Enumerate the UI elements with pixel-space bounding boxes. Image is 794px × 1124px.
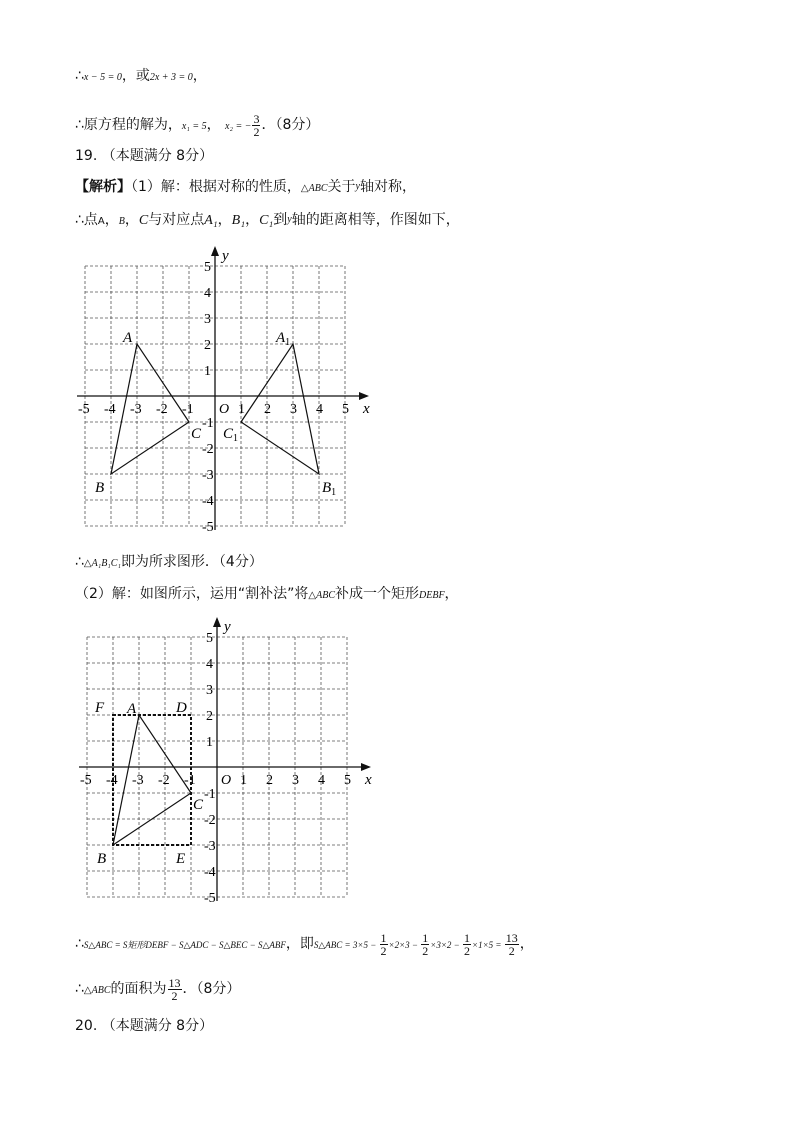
x-axis-arrow (359, 392, 369, 400)
solution-line-1 (75, 66, 207, 88)
calc-part-d: ×1×5 = (472, 940, 504, 950)
subscript-1: 1 (233, 433, 239, 444)
question-20-heading: 20. （本题满分 8分） (75, 1018, 214, 1034)
x-tick-label: 3 (290, 402, 297, 417)
point-label-c: C (193, 797, 204, 813)
x-tick-label: -1 (184, 773, 196, 788)
question-19-heading: 19. （本题满分 8分） (75, 148, 214, 164)
score: ．（8分） (261, 117, 320, 133)
axis-symmetric-text: 轴对称， (359, 179, 416, 195)
y-tick-label: 1 (206, 735, 213, 750)
solution-line-2 (75, 108, 319, 144)
numerator: 3 (253, 111, 260, 126)
comma: ， (245, 212, 260, 228)
fraction-13-2 (505, 932, 519, 957)
result-text: 即为所求图形．（4分） (120, 554, 263, 570)
rectangle-debf: DEBF (419, 590, 445, 601)
therefore: ∴ (75, 936, 84, 952)
solution-label: ∴原方程的解为， (75, 117, 182, 133)
numerator: 13 (505, 930, 518, 945)
subscript-1: 1 (331, 487, 337, 498)
denominator: 2 (422, 943, 429, 958)
triangle-a1b1c1 (241, 344, 319, 474)
triangle-abc: △ABC (83, 985, 111, 996)
about-text: 关于 (327, 179, 356, 195)
point-label-f: F (95, 700, 105, 716)
y-tick-label: -2 (202, 442, 214, 457)
calc-part-a: S△ABC = 3×5 − (313, 940, 379, 950)
fraction-13-2 (168, 977, 182, 1002)
triangle-a1b1c1: △A₁B₁C₁ (83, 558, 121, 569)
y-axis-label: y (222, 248, 229, 264)
fraction-half (421, 932, 429, 957)
y-tick-label: -3 (202, 468, 214, 483)
point-label-c1: $C_1$ (223, 426, 239, 444)
x-tick-label: 5 (342, 402, 349, 417)
distance-text: 轴的距离相等，作图如下， (291, 212, 460, 228)
triangle-abc (113, 715, 191, 845)
x-tick-label: -3 (130, 402, 142, 417)
solution-line-6 (75, 584, 459, 606)
y-tick-label: 5 (206, 631, 213, 646)
y-tick-label: 3 (204, 312, 211, 327)
y-tick-label: 5 (204, 260, 211, 275)
corresponding-text: 与对应点 (148, 212, 205, 228)
y-tick-label: 4 (204, 286, 211, 301)
y-tick-label: 3 (206, 683, 213, 698)
x-axis-arrow (361, 763, 371, 771)
area-formula: S△ABC = S矩形DEBF − S△ADC − S△BEC − S△ABF (83, 940, 286, 950)
x-tick-label: 2 (264, 402, 271, 417)
to-text: 到 (273, 212, 288, 228)
x-tick-label: -1 (182, 402, 194, 417)
complete-text: 补成一个矩形 (335, 586, 419, 602)
analysis-tag: 【解析】 (75, 179, 131, 195)
numerator: 13 (168, 975, 181, 990)
point-label-b: B (95, 480, 105, 496)
subscript-1: 1 (285, 337, 291, 348)
or-text: ，或 (121, 68, 150, 84)
triangle-abc (111, 344, 189, 474)
comma: ， (519, 936, 534, 952)
calc-part-c: ×3×2 − (430, 940, 462, 950)
area-is-text: 的面积为 (110, 981, 167, 997)
part2-text: （2）解：如图所示，运用“割补法”将 (75, 586, 309, 602)
score: ．（8分） (182, 981, 241, 997)
y-tick-label: -2 (204, 813, 216, 828)
numerator: 1 (422, 930, 429, 945)
root-2: x₂ = − (225, 121, 252, 132)
therefore: ∴ (75, 68, 84, 84)
solution-line-7 (75, 926, 534, 963)
x-tick-label: 1 (240, 773, 247, 788)
x-tick-label: -4 (104, 402, 116, 417)
comma: ， (104, 212, 119, 228)
numerator: 1 (380, 930, 387, 945)
namely-text: ，即 (285, 936, 314, 952)
point-label-b1: $B_1$ (322, 480, 337, 498)
x-tick-label: 3 (292, 773, 299, 788)
origin-label: O (219, 402, 230, 417)
comma: ， (444, 586, 459, 602)
triangle-abc: △ABC (308, 590, 335, 601)
denominator: 2 (380, 943, 387, 958)
point-label-a: A (127, 701, 137, 717)
y-tick-label: -5 (204, 891, 216, 906)
x-tick-label: -5 (78, 402, 90, 417)
label-b: B (118, 216, 125, 227)
y-symbol: y (287, 214, 292, 225)
point-label-e: E (176, 851, 186, 867)
point-label-b: B (97, 851, 107, 867)
comma: ， (217, 212, 232, 228)
solution-line-4 (75, 210, 460, 232)
denominator: 2 (464, 943, 470, 958)
calc-part-b: ×2×3 − (388, 940, 421, 950)
triangle-abc: △ABC (300, 183, 328, 194)
x-tick-label: 4 (318, 773, 325, 788)
equation-1: x − 5 = 0 (83, 72, 122, 83)
x-tick-label: 4 (316, 402, 323, 417)
label-c: C (138, 213, 149, 228)
comma: ， (206, 117, 221, 133)
solution-line-8 (75, 972, 240, 1008)
comma: ， (192, 68, 207, 84)
solution-line-5 (75, 552, 263, 574)
figure-2-coordinate-grid (68, 612, 388, 912)
label-a1: A₁ (204, 213, 218, 228)
x-tick-label: 5 (344, 773, 351, 788)
y-axis-arrow (211, 246, 219, 256)
y-tick-label: -5 (202, 520, 214, 535)
y-axis-arrow (213, 617, 221, 627)
figure-1-coordinate-grid (70, 238, 390, 538)
x-tick-label: 1 (238, 402, 245, 417)
fraction-half (463, 932, 471, 957)
therefore: ∴ (75, 554, 84, 570)
x-tick-label: -2 (156, 402, 168, 417)
y-tick-label: -4 (202, 494, 214, 509)
label-a: A (97, 216, 105, 227)
fraction-3-2 (252, 113, 260, 138)
x-tick-label: -5 (80, 773, 92, 788)
label-b1: B₁ (231, 213, 246, 228)
x-tick-label: -2 (158, 773, 170, 788)
point-label-d: D (176, 700, 187, 716)
fraction-half (380, 932, 388, 957)
label-c1: C₁ (259, 213, 274, 228)
x-tick-label: 2 (266, 773, 273, 788)
numerator: 1 (464, 930, 470, 945)
y-tick-label: 4 (206, 657, 213, 672)
equation-2: 2x + 3 = 0 (149, 72, 193, 83)
point-label-c: C (191, 426, 202, 442)
root-1: x₁ = 5 (181, 121, 207, 132)
x-axis-label: x (365, 772, 372, 788)
point-prefix: ∴点 (75, 212, 98, 228)
denominator: 2 (508, 943, 515, 958)
y-symbol: y (355, 181, 360, 192)
y-tick-label: -1 (202, 416, 214, 431)
therefore: ∴ (75, 981, 84, 997)
y-tick-label: -3 (204, 839, 216, 854)
point-label-a: A (123, 330, 133, 346)
y-axis-label: y (224, 619, 231, 635)
y-tick-label: -4 (204, 865, 216, 880)
y-tick-label: 2 (206, 709, 213, 724)
y-tick-label: 2 (204, 338, 211, 353)
x-tick-label: -3 (132, 773, 144, 788)
y-tick-label: -1 (204, 787, 216, 802)
denominator: 2 (171, 988, 178, 1003)
comma: ， (124, 212, 139, 228)
origin-label: O (221, 773, 232, 788)
x-tick-label: -4 (106, 773, 118, 788)
denominator: 2 (253, 124, 260, 139)
part1-text: （1）解：根据对称的性质， (131, 179, 301, 195)
y-tick-label: 1 (204, 364, 211, 379)
x-axis-label: x (363, 401, 370, 417)
point-label-a1: $A_1$ (276, 330, 291, 348)
solution-line-3 (75, 177, 416, 199)
